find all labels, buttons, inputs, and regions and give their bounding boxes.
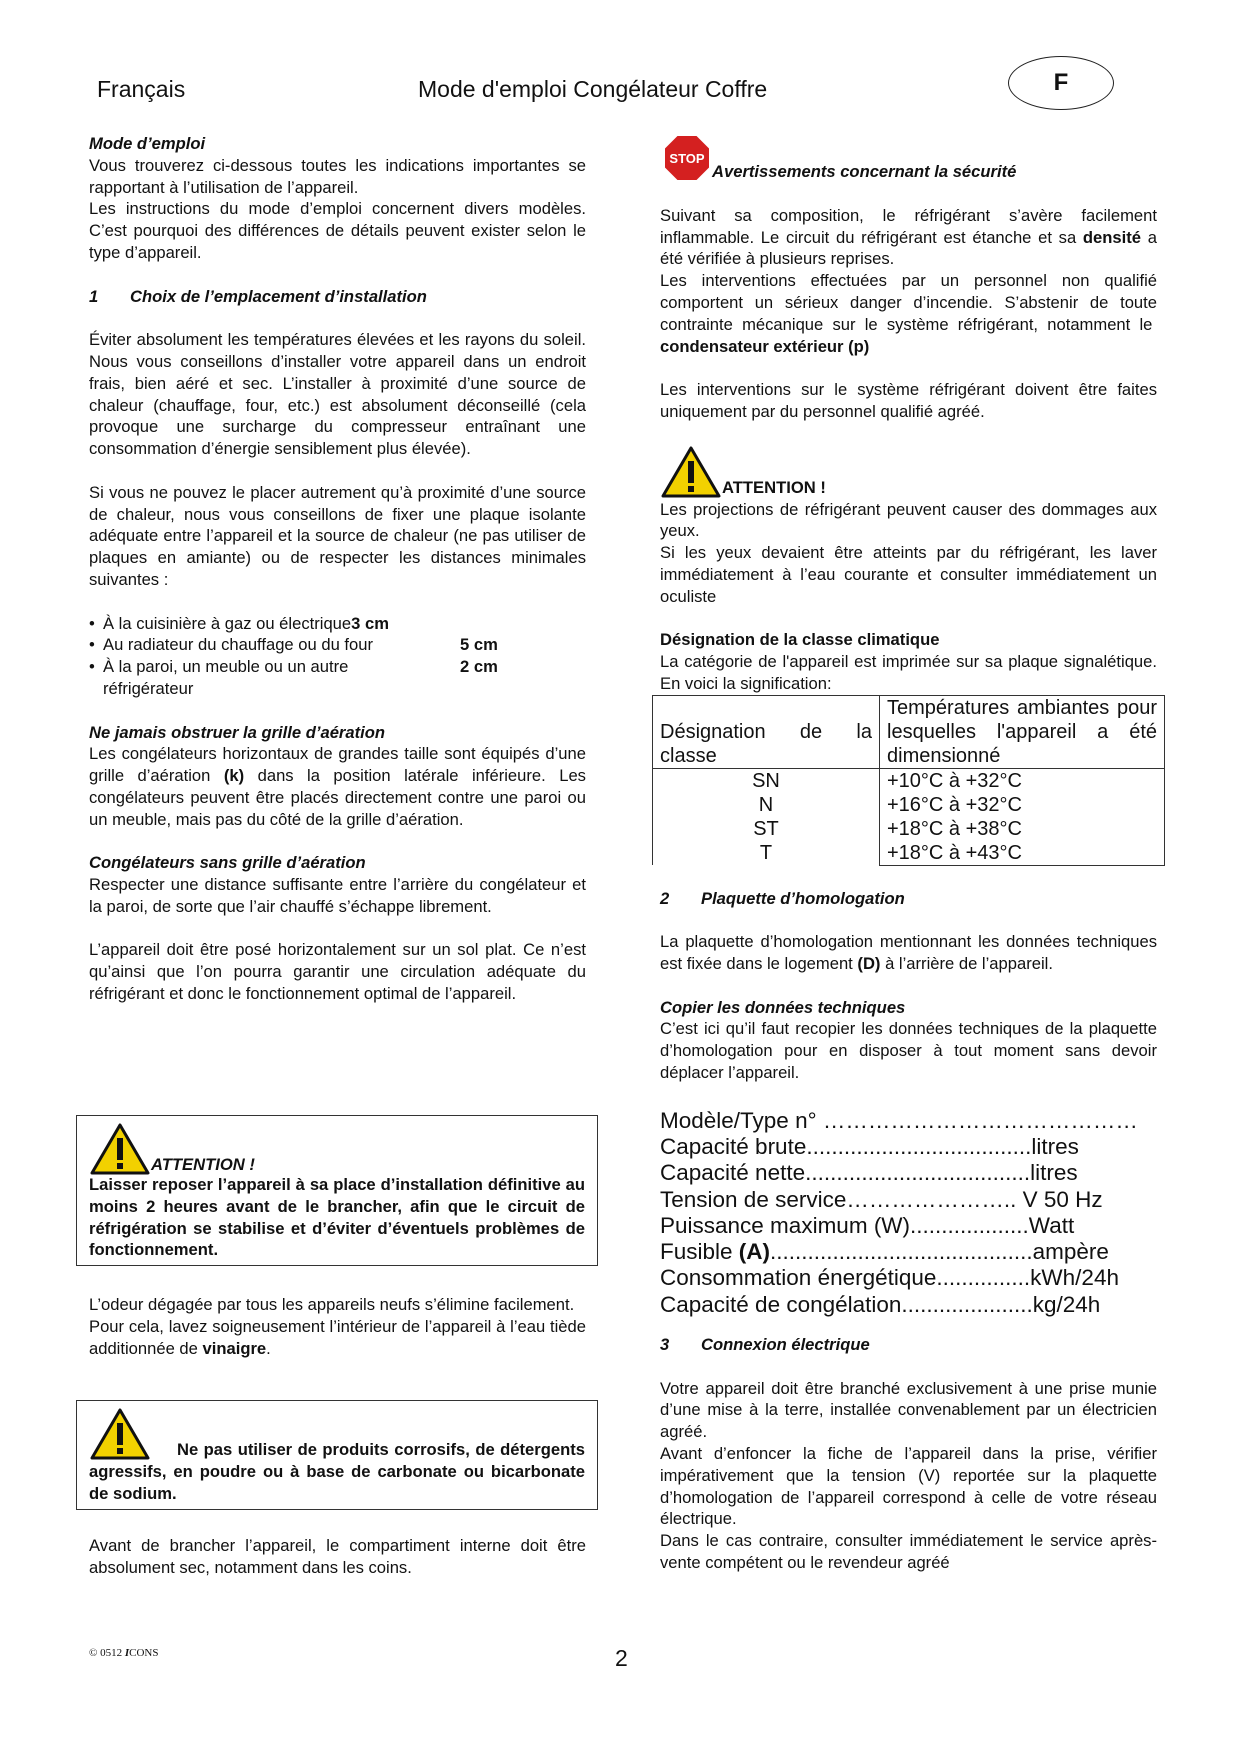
caution-text: Ne pas utiliser de produits corrosifs, de détergents agressifs, en poudre ou à base de carbonate ou bicarbonate de sodium. — [89, 1407, 585, 1505]
grille-heading: Ne jamais obstruer la grille d’aération — [89, 722, 386, 742]
left-column — [89, 133, 586, 1005]
data-line: Tension de service………………….. V 50 Hz — [660, 1186, 1103, 1212]
intro-paragraph-2: Les instructions du mode d’emploi concernent divers modèles. C’est pourquoi des différences de détails peuvent exister selon le type d’appareil. — [89, 199, 586, 262]
sans-grille-paragraph: Respecter une distance suffisante entre l’arrière du congélateur et la paroi, de sorte que l’air chauffé s’échappe librement. — [89, 875, 586, 916]
odeur-paragraph-2: Pour cela, lavez soigneusement l’intérieur de l’appareil à l’eau tiède additionnée de vinaigre. — [89, 1316, 586, 1358]
section-3-heading: 3 Connexion électrique — [660, 1335, 870, 1355]
grille-paragraph: Les congélateurs horizontaux de grandes taille sont équipés d’une grille d’aération (k) dans la position latérale inférieure. Les congélateurs peuvent être placés directement contre une paroi ou un meuble, mais pas du côté de la grille d’aération. — [89, 744, 586, 829]
climat-paragraph: La catégorie de l'appareil est imprimée sur sa plaque signalétique. En voici la signification: — [660, 652, 1157, 693]
safety-heading: Avertissements concernant la sécurité — [712, 162, 1017, 182]
data-line: Capacité de congélation.....................kg/24h — [660, 1291, 1101, 1317]
avant-paragraph: Avant de brancher l’appareil, le compartiment interne doit être absolument sec, notamment dans les coins. — [89, 1536, 586, 1577]
footer-copyright: © 0512 ICONS — [89, 1647, 159, 1659]
data-line: Modèle/Type n° …………………………………… — [660, 1107, 1138, 1133]
page-number: 2 — [615, 1645, 628, 1671]
warning-icon — [89, 1407, 151, 1461]
attention-box-1 — [76, 1115, 598, 1266]
data-line: Consommation énergétique...............kWh/24h — [660, 1265, 1119, 1291]
list-item: • À la paroi, un meuble ou un autre réfrigérateur 2 cm — [89, 656, 586, 700]
table-cell: +10°C à +32°C +16°C à +32°C +18°C à +38°C +18°C à +43°C — [887, 769, 1022, 864]
copier-heading: Copier les données techniques — [660, 997, 906, 1017]
table-cell: SN N ST T — [752, 770, 780, 865]
section-3-paragraph-2: Avant d’enfoncer la fiche de l’appareil dans la prise, vérifier impérativement que la tension (V) reportée sur la plaquette d’homologation de l’appareil correspond à celle de votre réseau électrique. — [660, 1444, 1157, 1529]
data-line: Capacité nette....................................litres — [660, 1160, 1078, 1186]
header-language: Français — [97, 76, 186, 102]
safety-paragraph-1: Suivant sa composition, le réfrigérant s’avère facilement inflammable. Le circuit du réfrigérant est étanche et sa densité a été vérifiée à plusieurs reprises. — [660, 205, 1157, 269]
language-badge: F — [1008, 56, 1114, 110]
stop-sign-icon — [662, 133, 712, 183]
list-item: • À la cuisinière à gaz ou électrique3 cm — [89, 613, 586, 635]
attention-title: ATTENTION ! — [151, 1155, 255, 1175]
intro-heading: Mode d’emploi — [89, 134, 206, 153]
table-row — [653, 768, 1165, 865]
intro-paragraph-1: Vous trouverez ci-dessous toutes les indications importantes se rapportant à l’utilisation de l’appareil. — [89, 155, 586, 197]
attention-title-right: ATTENTION ! — [722, 477, 826, 497]
safety-paragraph-2: Les interventions effectuées par un personnel non qualifié comportent un sérieux danger d’incendie. S’abstenir de toute contrainte mécanique sur le système réfrigérant, notamment le condensateur extérieur (p) — [660, 271, 1157, 356]
attention-paragraph-2: Si les yeux devaient être atteints par du réfrigérant, les laver immédiatement à l’eau courante et consulter immédiatement un oculiste — [660, 543, 1157, 606]
odeur-paragraph-1: L’odeur dégagée par tous les appareils neufs s’élimine facilement. — [89, 1295, 575, 1314]
section-1-paragraph-2: Si vous ne pouvez le placer autrement qu’à proximité d’une source de chaleur, nous vous conseillons de fixer une plaque isolante adéquate entre l’appareil et la source de chaleur (ne pas utiliser de plaques en amiante) ou de respecter les distances minimales suivantes : — [89, 482, 586, 589]
table-header-cell: Désignation de la classe — [653, 695, 880, 768]
section-2-heading: 2 Plaquette d’homologation — [660, 888, 905, 908]
section-1-heading: 1 Choix de l’emplacement d’installation — [89, 286, 427, 306]
section-1-paragraph-1: Éviter absolument les températures élevées et les rayons du soleil. Nous vous conseillons d’installer votre appareil dans un endroit frais, bien aéré et sec. L’installer à proximité d’une source de chaleur (chauffage, four, etc.) est absolument déconseillé (cela provoque une surcharge du compresseur entraînant une consommation d’énergie sensiblement plus élevée). — [89, 330, 586, 459]
climat-heading: Désignation de la classe climatique — [660, 630, 940, 650]
left-column-bottom — [89, 1535, 586, 1579]
warning-icon — [660, 445, 722, 499]
left-column-lower — [89, 1294, 586, 1359]
climate-class-table — [652, 695, 1165, 866]
attention-text: Laisser reposer l’appareil à sa place d’installation définitive au moins 2 heures avant de le brancher, afin que le circuit de réfrigération se stabilise et d’éviter d’éventuels problèmes de fonctionnement. — [89, 1175, 585, 1260]
technical-data-lines — [660, 1108, 1157, 1318]
pose-paragraph: L’appareil doit être posé horizontalement sur un sol plat. Ce n’est qu’ainsi que l’on pourra garantir une circulation adéquate du réfrigérant et donc le fonctionnement optimal de l’appareil. — [89, 940, 586, 1004]
list-item: • Au radiateur du chauffage ou du four 5 cm — [89, 634, 586, 656]
section-3-paragraph-3: Dans le cas contraire, consulter immédiatement le service après-vente compétent ou le revendeur agréé — [660, 1531, 1157, 1573]
table-header-cell: Températures ambiantes pour lesquelles l'appareil a été dimensionné — [880, 695, 1165, 768]
sans-grille-heading: Congélateurs sans grille d’aération — [89, 853, 366, 873]
page-title: Mode d'emploi Congélateur Coffre — [418, 76, 768, 102]
copier-paragraph: C’est ici qu’il faut recopier les données techniques de la plaquette d’homologation pour en disposer à tout moment sans devoir déplacer l’appareil. — [660, 1019, 1157, 1082]
data-line: Puissance maximum (W)...................Watt — [660, 1212, 1075, 1238]
data-line: Capacité brute....................................litres — [660, 1134, 1079, 1159]
section-3-paragraph-1: Votre appareil doit être branché exclusivement à une prise munie d’une mise à la terre, installée convenablement par un électricien agréé. — [660, 1378, 1157, 1442]
attention-paragraph-1: Les projections de réfrigérant peuvent causer des dommages aux yeux. — [660, 499, 1157, 541]
data-line: Fusible (A)..........................................ampère — [660, 1239, 1109, 1265]
distances-list — [89, 613, 586, 700]
table-header-row — [653, 695, 1165, 768]
caution-box-2 — [76, 1400, 598, 1510]
right-column — [660, 133, 1157, 1574]
warning-icon — [89, 1122, 151, 1176]
safety-paragraph-3: Les interventions sur le système réfrigérant doivent être faites uniquement par du personnel qualifié agréé. — [660, 380, 1157, 421]
section-2-paragraph: La plaquette d’homologation mentionnant les données techniques est fixée dans le logement (D) à l’arrière de l’appareil. — [660, 932, 1157, 973]
svg-text:STOP: STOP — [669, 151, 705, 166]
